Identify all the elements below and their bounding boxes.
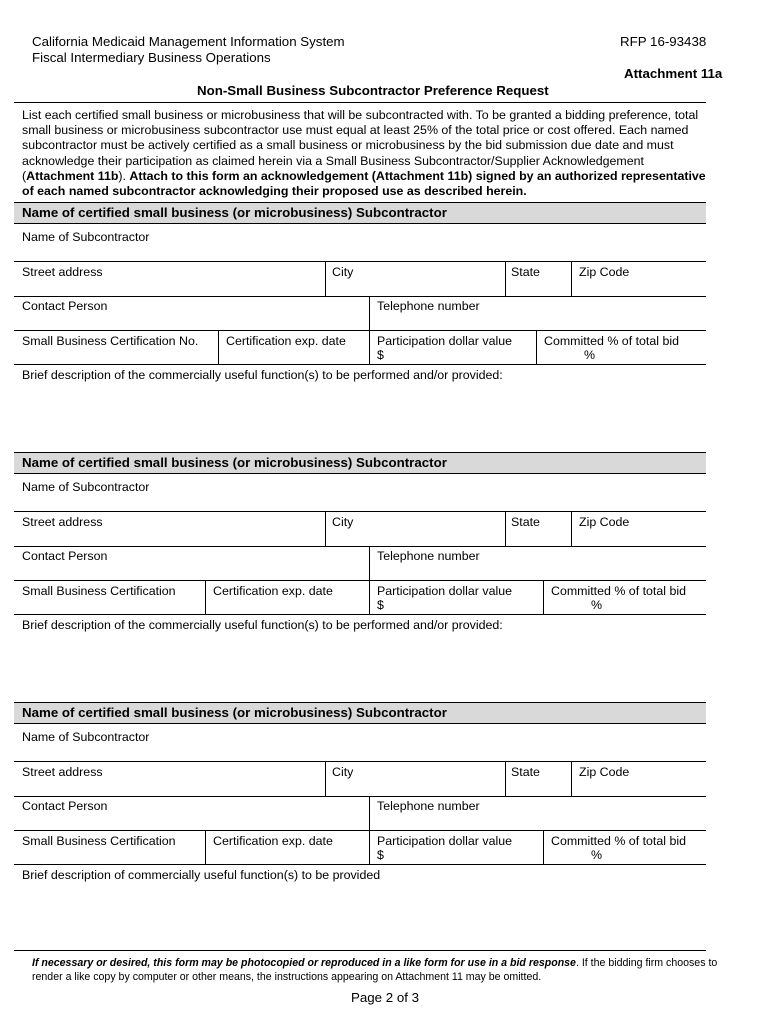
column-divider bbox=[369, 546, 370, 580]
percent-symbol: % bbox=[584, 348, 596, 362]
contact-person-field[interactable]: Contact Person bbox=[22, 549, 108, 563]
row-divider bbox=[14, 364, 706, 365]
column-divider bbox=[325, 261, 326, 296]
column-divider bbox=[369, 796, 370, 830]
dollar-symbol: $ bbox=[377, 848, 384, 862]
instructions-text-2: ). bbox=[118, 168, 130, 183]
zip-code-field[interactable]: Zip Code bbox=[579, 515, 630, 529]
state-field[interactable]: State bbox=[511, 765, 540, 779]
percent-symbol: % bbox=[591, 848, 603, 862]
instructions bbox=[22, 108, 712, 199]
committed-percent-field[interactable]: Committed % of total bid bbox=[544, 334, 679, 348]
section-title: Name of certified small business (or microbusiness) Subcontractor bbox=[22, 705, 447, 720]
org-name: California Medicaid Management Information System bbox=[32, 34, 345, 49]
column-divider bbox=[369, 330, 370, 364]
row-divider bbox=[14, 261, 706, 262]
certification-exp-date-field[interactable]: Certification exp. date bbox=[213, 584, 333, 598]
function-description-field[interactable]: Brief description of the commercially useful function(s) to be performed and/or provided: bbox=[22, 618, 503, 632]
row-divider bbox=[14, 614, 706, 615]
street-address-field[interactable]: Street address bbox=[22, 265, 103, 279]
footer-note-emphasis: If necessary or desired, this form may be photocopied or reproduced in a like form for use in a bid response bbox=[32, 957, 576, 969]
contact-person-field[interactable]: Contact Person bbox=[22, 299, 108, 313]
telephone-number-field[interactable]: Telephone number bbox=[377, 549, 480, 563]
certification-number-field[interactable]: Small Business Certification bbox=[22, 834, 176, 848]
column-divider bbox=[505, 261, 506, 296]
zip-code-field[interactable]: Zip Code bbox=[579, 265, 630, 279]
row-divider bbox=[14, 830, 706, 831]
section-title: Name of certified small business (or microbusiness) Subcontractor bbox=[22, 205, 447, 220]
row-divider bbox=[14, 864, 706, 865]
participation-dollar-field[interactable]: Participation dollar value bbox=[377, 584, 512, 598]
street-address-field[interactable]: Street address bbox=[22, 515, 103, 529]
column-divider bbox=[543, 830, 544, 864]
column-divider bbox=[505, 511, 506, 546]
certification-number-field[interactable]: Small Business Certification bbox=[22, 584, 176, 598]
row-divider bbox=[14, 296, 706, 297]
footer-note-text: . If the bidding firm chooses to render a like copy by computer or other means, the instructions appearing on Attachment 11 may be omitted. bbox=[32, 957, 718, 983]
row-divider bbox=[14, 796, 706, 797]
row-divider bbox=[14, 330, 706, 331]
footer-divider bbox=[14, 950, 706, 951]
name-of-subcontractor-field[interactable]: Name of Subcontractor bbox=[22, 230, 150, 244]
attachment-label: Attachment 11a bbox=[624, 66, 723, 81]
name-of-subcontractor-field[interactable]: Name of Subcontractor bbox=[22, 480, 150, 494]
row-divider bbox=[14, 580, 706, 581]
certification-exp-date-field[interactable]: Certification exp. date bbox=[226, 334, 346, 348]
instructions-bold: Attach to this form an acknowledgement (Attachment 11b) signed by an authorized representative of each named subcontractor acknowledging their proposed use as described herein. bbox=[22, 168, 706, 199]
column-divider bbox=[325, 511, 326, 546]
dollar-symbol: $ bbox=[377, 348, 384, 362]
telephone-number-field[interactable]: Telephone number bbox=[377, 799, 480, 813]
street-address-field[interactable]: Street address bbox=[22, 765, 103, 779]
name-of-subcontractor-field[interactable]: Name of Subcontractor bbox=[22, 730, 150, 744]
column-divider bbox=[571, 761, 572, 796]
column-divider bbox=[543, 580, 544, 614]
column-divider bbox=[325, 761, 326, 796]
column-divider bbox=[205, 580, 206, 614]
instructions-ref: Attachment 11b bbox=[26, 168, 119, 183]
certification-number-field[interactable]: Small Business Certification No. bbox=[22, 334, 199, 348]
state-field[interactable]: State bbox=[511, 265, 540, 279]
committed-percent-field[interactable]: Committed % of total bid bbox=[551, 834, 686, 848]
column-divider bbox=[571, 511, 572, 546]
column-divider bbox=[205, 830, 206, 864]
contact-person-field[interactable]: Contact Person bbox=[22, 799, 108, 813]
row-divider bbox=[14, 511, 706, 512]
rfp-number: RFP 16-93438 bbox=[620, 34, 707, 49]
city-field[interactable]: City bbox=[332, 515, 354, 529]
city-field[interactable]: City bbox=[332, 765, 354, 779]
column-divider bbox=[369, 580, 370, 614]
column-divider bbox=[369, 296, 370, 330]
certification-exp-date-field[interactable]: Certification exp. date bbox=[213, 834, 333, 848]
column-divider bbox=[536, 330, 537, 364]
percent-symbol: % bbox=[591, 598, 603, 612]
footer-note bbox=[32, 956, 722, 984]
telephone-number-field[interactable]: Telephone number bbox=[377, 299, 480, 313]
section-title: Name of certified small business (or microbusiness) Subcontractor bbox=[22, 455, 447, 470]
title-divider bbox=[14, 102, 706, 103]
column-divider bbox=[505, 761, 506, 796]
dollar-symbol: $ bbox=[377, 598, 384, 612]
participation-dollar-field[interactable]: Participation dollar value bbox=[377, 334, 512, 348]
instructions-text: List each certified small business or microbusiness that will be subcontracted with. To be granted a bidding preference, total small business or microbusiness subcontractor use must equal at least 25% of the total price or cost offered. Each named subcontractor must be actively certified as a small business or microbusiness by the bid submission due date and must acknowledge their participation as claimed herein via a Small Business Subcontractor/Supplier Acknowledgement ( bbox=[22, 108, 699, 183]
column-divider bbox=[369, 830, 370, 864]
page-number: Page 2 of 3 bbox=[350, 990, 420, 1005]
state-field[interactable]: State bbox=[511, 515, 540, 529]
zip-code-field[interactable]: Zip Code bbox=[579, 765, 630, 779]
city-field[interactable]: City bbox=[332, 265, 354, 279]
form-title: Non-Small Business Subcontractor Preference Request bbox=[197, 83, 549, 98]
row-divider bbox=[14, 546, 706, 547]
function-description-field[interactable]: Brief description of commercially useful function(s) to be provided bbox=[22, 868, 381, 882]
committed-percent-field[interactable]: Committed % of total bid bbox=[551, 584, 686, 598]
row-divider bbox=[14, 761, 706, 762]
function-description-field[interactable]: Brief description of the commercially useful function(s) to be performed and/or provided: bbox=[22, 368, 503, 382]
column-divider bbox=[218, 330, 219, 364]
column-divider bbox=[571, 261, 572, 296]
participation-dollar-field[interactable]: Participation dollar value bbox=[377, 834, 512, 848]
org-division: Fiscal Intermediary Business Operations bbox=[32, 50, 271, 65]
